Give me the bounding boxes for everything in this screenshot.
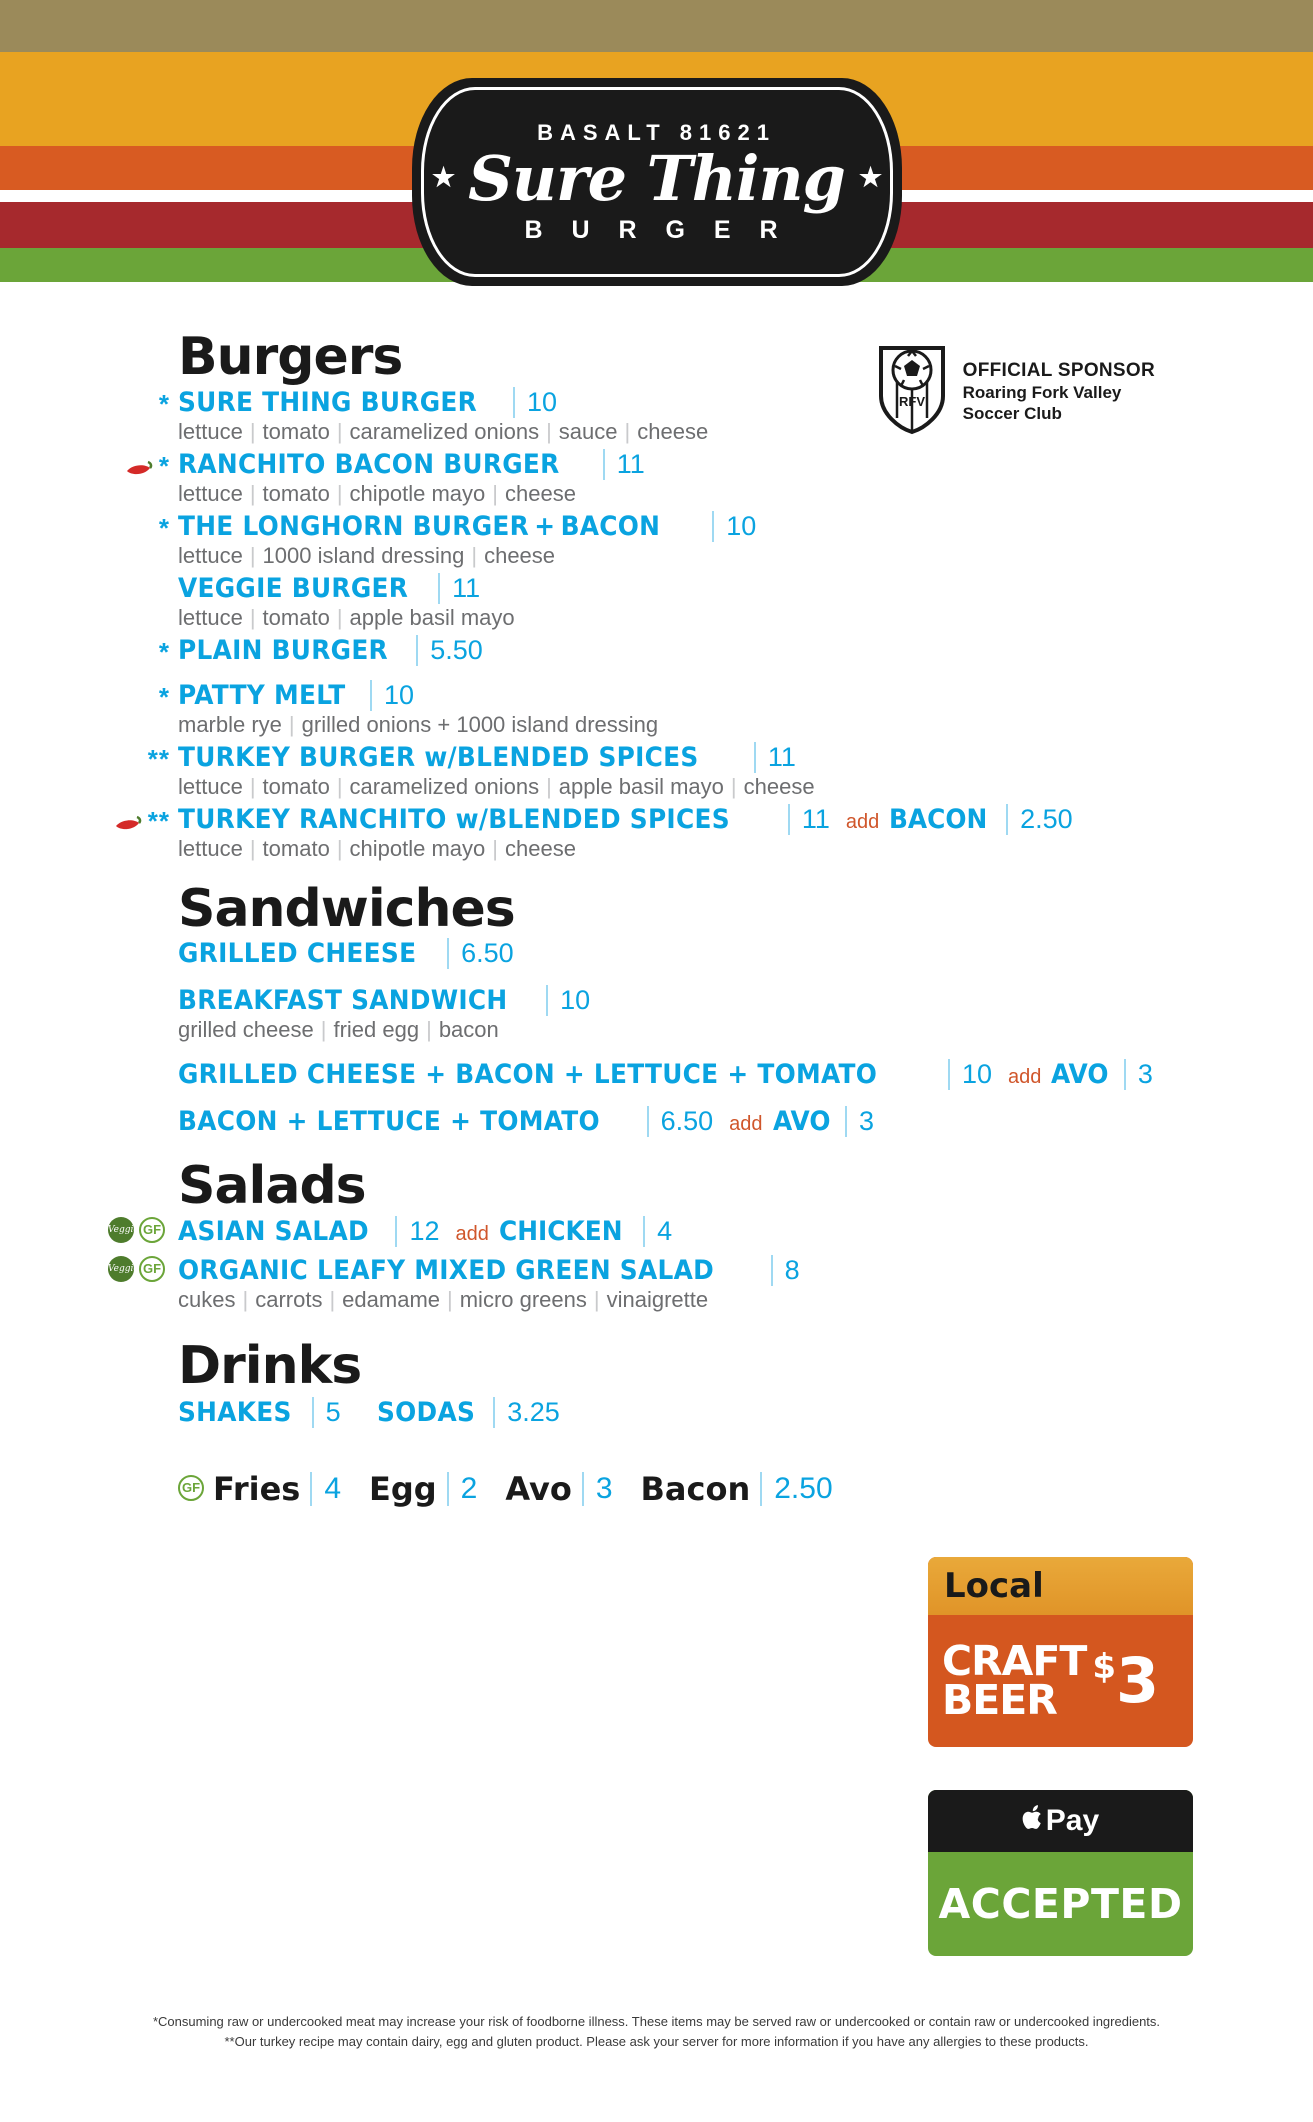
item-description	[178, 419, 1138, 445]
item-price: 10	[948, 1059, 992, 1090]
desc-sep: |	[320, 1017, 327, 1043]
footnotes	[0, 2012, 1313, 2052]
extra-name: Bacon	[640, 1470, 751, 1509]
extra-price: 3	[582, 1472, 613, 1506]
desc-part: vinaigrette	[606, 1286, 709, 1312]
section-title-burgers: Burgers	[178, 327, 403, 387]
apple-logo-icon	[1022, 1805, 1044, 1838]
star-icon-left: ★	[431, 162, 455, 193]
item-name: SURE THING BURGER	[178, 386, 478, 418]
asterisk-marker: *	[158, 681, 170, 712]
add-label: add	[1008, 1066, 1042, 1089]
item-price: 12	[395, 1216, 439, 1247]
desc-part: carrots	[255, 1286, 323, 1312]
desc-part: lettuce	[178, 480, 243, 506]
desc-part: fried egg	[333, 1017, 420, 1043]
item-description	[178, 774, 1138, 800]
apple-pay-accepted: ACCEPTED	[938, 1880, 1183, 1928]
extra-price: 4	[310, 1472, 341, 1506]
promo-beer-body	[928, 1615, 1193, 1747]
menu-item	[178, 573, 1138, 631]
desc-part: apple basil mayo	[558, 773, 724, 799]
promo-beer-amount: 3	[1116, 1644, 1160, 1717]
promo-beer-beer: BEER	[942, 1676, 1057, 1724]
asterisk-marker: *	[158, 388, 170, 419]
promo-beer-price	[1092, 1644, 1160, 1717]
menu-item	[158, 448, 1138, 507]
desc-part: tomato	[262, 418, 330, 444]
desc-part: tomato	[262, 480, 330, 506]
add-item-name: AVO	[1051, 1059, 1109, 1091]
item-description	[178, 543, 1138, 569]
promo-craft-beer	[928, 1557, 1193, 1747]
add-item-price: 3	[1124, 1059, 1153, 1090]
desc-part: grilled onions + 1000 island dressing	[301, 711, 659, 737]
desc-part: 1000 island dressing	[262, 542, 465, 568]
item-line	[178, 1059, 1153, 1091]
desc-part: chipotle mayo	[349, 480, 486, 506]
menu-item	[158, 634, 1138, 667]
item-price: 8	[771, 1255, 800, 1286]
item-name: GRILLED CHEESE	[178, 938, 417, 970]
menu-sheet	[0, 282, 1313, 2122]
desc-sep: |	[336, 604, 343, 630]
promo-beer-local: Local	[944, 1566, 1044, 1606]
desc-part: cheese	[637, 418, 709, 444]
desc-part: tomato	[262, 835, 330, 861]
veggie-badge-icon: Veggie	[108, 1217, 134, 1243]
item-line	[178, 1106, 1138, 1137]
section-title-sandwiches: Sandwiches	[178, 878, 515, 939]
desc-part: bacon	[438, 1017, 499, 1043]
menu-item	[158, 510, 1138, 569]
chili-pepper-icon	[123, 460, 153, 476]
desc-sep: |	[249, 542, 256, 568]
menu-item	[108, 1215, 1138, 1247]
item-name: TURKEY RANCHITO w/BLENDED SPICES	[178, 803, 730, 835]
desc-sep: |	[492, 835, 498, 861]
item-price: 10	[546, 985, 590, 1016]
menu-item	[178, 1106, 1138, 1137]
item-line	[178, 1216, 1138, 1247]
item-price: 11	[754, 742, 796, 773]
desc-part: cheese	[484, 542, 556, 568]
desc-sep: |	[336, 835, 343, 861]
add-item-price: 3	[845, 1106, 874, 1137]
apple-pay-label: Pay	[1045, 1804, 1100, 1837]
item-line	[178, 573, 1138, 604]
item-line	[178, 938, 1138, 969]
desc-sep: |	[249, 480, 256, 506]
promo-beer-header	[928, 1557, 1193, 1615]
apple-pay-header	[928, 1790, 1193, 1852]
svg-text:RFV: RFV	[898, 394, 925, 409]
desc-sep: |	[249, 604, 256, 630]
item-price: 5.50	[416, 635, 483, 666]
section-title-drinks: Drinks	[178, 1335, 362, 1396]
item-line	[178, 387, 1138, 418]
item-line	[178, 985, 1138, 1016]
sponsor-title: OFFICIAL SPONSOR	[962, 360, 1155, 381]
footnote-line-1: *Consuming raw or undercooked meat may increase your risk of foodborne illness. These items may be served raw or undercooked or contain raw or undercooked ingredients.	[152, 2014, 1161, 2029]
menu-content	[108, 327, 1153, 1509]
extra-name: Avo	[505, 1470, 572, 1509]
add-item-name: CHICKEN	[498, 1215, 623, 1247]
add-item-price: 4	[643, 1216, 672, 1247]
promo-beer-words	[942, 1637, 1087, 1724]
promo-beer-craft: CRAFT	[942, 1637, 1087, 1686]
desc-part: caramelized onions	[349, 418, 540, 444]
item-description	[178, 481, 1138, 507]
item-line	[178, 680, 1138, 711]
desc-sep: |	[730, 773, 737, 799]
desc-sep: |	[329, 1286, 336, 1312]
item-description	[178, 1287, 1138, 1313]
item-markers	[50, 637, 178, 668]
item-price: 10	[513, 387, 557, 418]
item-price: 5	[312, 1397, 341, 1428]
item-name: GRILLED CHEESE + BACON + LETTUCE + TOMATO	[178, 1059, 878, 1091]
logo-name: Sure Thing	[468, 141, 845, 215]
item-line	[178, 742, 1138, 773]
add-label: add	[845, 810, 880, 833]
desc-sep: |	[492, 480, 498, 506]
sponsor-club-line1: Roaring Fork Valley	[962, 383, 1122, 402]
item-line	[178, 635, 1138, 666]
extra-name: Egg	[369, 1470, 437, 1509]
menu-item	[147, 741, 1138, 800]
promo-apple-pay	[928, 1790, 1193, 1956]
item-name: ASIAN SALAD	[178, 1215, 369, 1247]
desc-sep: |	[249, 418, 256, 444]
item-name: RANCHITO BACON BURGER	[178, 448, 560, 480]
section-title-salads: Salads	[178, 1156, 366, 1217]
desc-part: edamame	[342, 1286, 441, 1312]
desc-part: marble rye	[178, 711, 282, 737]
item-name: PATTY MELT	[178, 679, 346, 711]
desc-sep: |	[288, 711, 295, 737]
item-price: 3.25	[493, 1397, 560, 1428]
item-markers	[50, 1218, 178, 1244]
menu-item	[158, 386, 1138, 445]
item-name: TURKEY BURGER w/BLENDED SPICES	[178, 741, 699, 773]
desc-part: lettuce	[178, 542, 243, 568]
gluten-free-badge-icon: GF	[139, 1256, 165, 1282]
menu-item	[178, 1059, 1153, 1091]
item-description	[178, 605, 1138, 631]
desc-sep: |	[249, 773, 256, 799]
item-markers	[50, 744, 178, 775]
item-markers	[50, 451, 178, 482]
desc-part: grilled cheese	[178, 1017, 314, 1043]
extra-price: 2.50	[760, 1472, 832, 1506]
item-name: PLAIN BURGER	[178, 634, 388, 666]
star-icon-right: ★	[858, 162, 882, 193]
desc-part: tomato	[262, 773, 330, 799]
logo-city-zip: BASALT 81621	[537, 119, 776, 145]
menu-item	[178, 938, 1138, 969]
item-markers	[50, 682, 178, 713]
item-name: SODAS	[376, 1397, 475, 1429]
item-name: SHAKES	[178, 1397, 292, 1429]
desc-sep: |	[471, 542, 478, 568]
logo-inner-shape	[421, 87, 893, 277]
desc-sep: |	[249, 835, 256, 861]
item-name: ORGANIC LEAFY MIXED GREEN SALAD	[178, 1254, 714, 1286]
sponsor-club-line2: Soccer Club	[962, 404, 1062, 424]
item-price: 6.50	[447, 938, 514, 969]
footnote-line-2: **Our turkey recipe may contain dairy, egg and gluten product. Please ask your server for more information if you have any allergies to these products.	[224, 2034, 1089, 2050]
item-line	[178, 804, 1138, 835]
desc-sep: |	[447, 1286, 453, 1312]
asterisk-marker: *	[158, 636, 170, 667]
item-markers	[50, 1257, 178, 1283]
item-price: 10	[712, 511, 756, 542]
menu-item	[178, 985, 1138, 1043]
apple-pay-body	[928, 1852, 1193, 1956]
desc-sep: |	[546, 773, 552, 799]
item-markers	[50, 513, 178, 544]
item-description	[178, 1017, 1138, 1043]
item-price: 10	[370, 680, 414, 711]
menu-item	[158, 679, 1138, 738]
desc-sep: |	[546, 418, 552, 444]
desc-part: cukes	[178, 1286, 236, 1312]
asterisk-marker: **	[147, 805, 170, 836]
chili-pepper-icon	[112, 815, 142, 831]
add-item-name: AVO	[772, 1106, 830, 1138]
item-markers	[50, 806, 178, 837]
item-line	[178, 1255, 1138, 1286]
menu-item	[108, 1254, 1138, 1313]
drinks-row	[178, 1397, 1138, 1428]
menu-item	[147, 803, 1138, 862]
item-description	[178, 712, 1138, 738]
item-price: 11	[788, 804, 830, 835]
desc-part: tomato	[262, 604, 330, 630]
asterisk-marker: *	[158, 512, 170, 543]
desc-part: cheese	[505, 480, 576, 506]
item-name: VEGGIE BURGER	[178, 572, 409, 604]
desc-part: micro greens	[459, 1286, 587, 1312]
item-name: BACON + LETTUCE + TOMATO	[178, 1106, 600, 1138]
desc-part: apple basil mayo	[349, 604, 515, 630]
add-item-price: 2.50	[1006, 804, 1073, 835]
logo-wordmark	[431, 141, 882, 215]
desc-part: sauce	[558, 418, 618, 444]
desc-part: lettuce	[178, 773, 243, 799]
desc-sep: |	[624, 418, 631, 444]
desc-sep: |	[426, 1017, 432, 1043]
desc-part: cheese	[743, 773, 815, 799]
gluten-free-badge-icon: GF	[178, 1475, 204, 1501]
item-line	[178, 449, 1138, 480]
item-price: 6.50	[647, 1106, 714, 1137]
desc-part: caramelized onions	[349, 773, 540, 799]
veggie-badge-icon: Veggie	[108, 1256, 134, 1282]
desc-sep: |	[336, 773, 343, 799]
extra-price: 2	[447, 1472, 478, 1506]
logo-burger-word: B U R G E R	[524, 215, 789, 244]
item-markers	[50, 389, 178, 420]
desc-part: lettuce	[178, 604, 243, 630]
add-label: add	[729, 1113, 763, 1136]
desc-sep: |	[593, 1286, 600, 1312]
asterisk-marker: **	[147, 743, 170, 774]
desc-part: lettuce	[178, 418, 243, 444]
desc-sep: |	[336, 418, 343, 444]
promo-beer-dollar-sign: $	[1092, 1647, 1117, 1687]
item-name: BREAKFAST SANDWICH	[178, 985, 508, 1017]
desc-part: lettuce	[178, 835, 243, 861]
add-label: add	[455, 1222, 489, 1245]
extra-name: Fries	[213, 1470, 301, 1509]
item-description	[178, 836, 1138, 862]
item-name: THE LONGHORN BURGER + BACON	[178, 510, 661, 542]
desc-part: cheese	[505, 835, 576, 861]
header-stripes	[0, 0, 1313, 282]
gluten-free-badge-icon: GF	[139, 1217, 165, 1243]
brand-logo	[412, 78, 902, 286]
item-price: 11	[603, 449, 645, 480]
extras-row	[178, 1470, 1138, 1508]
desc-part: chipotle mayo	[349, 835, 486, 861]
item-line	[178, 511, 1138, 542]
asterisk-marker: *	[158, 450, 170, 481]
add-item-name: BACON	[889, 803, 988, 835]
stripe-tan	[0, 0, 1313, 52]
item-price: 11	[438, 573, 480, 604]
desc-sep: |	[336, 480, 343, 506]
desc-sep: |	[242, 1286, 249, 1312]
